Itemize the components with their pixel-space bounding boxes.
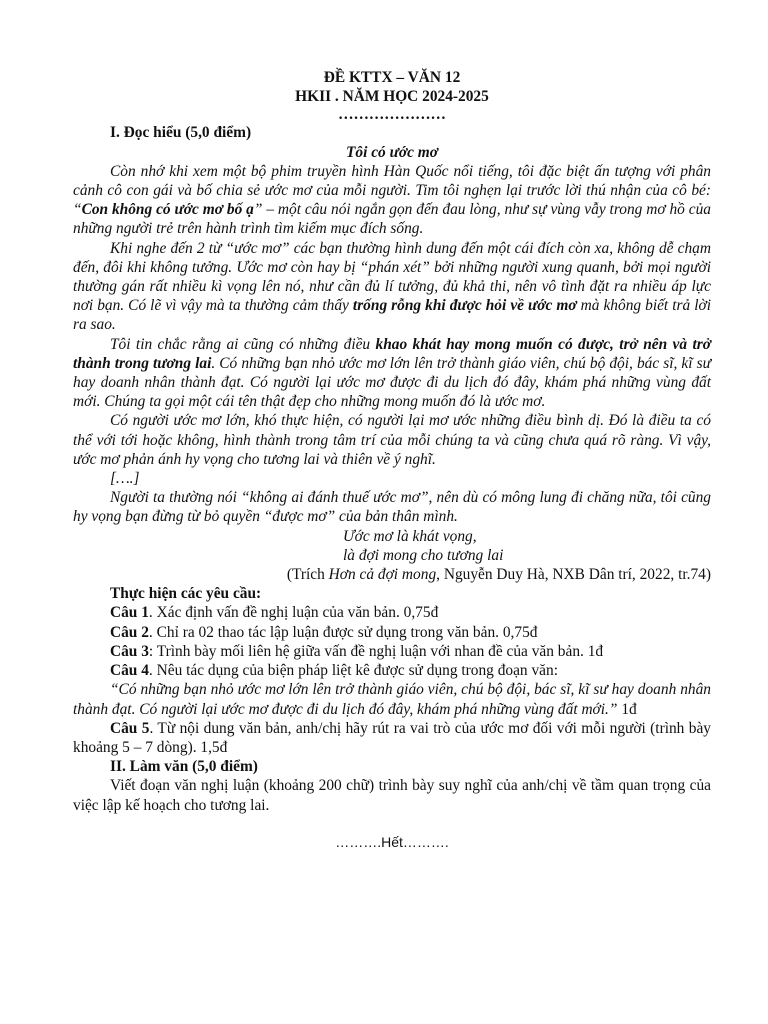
question-label: Câu 1	[110, 604, 149, 622]
poem-line-1: Ước mơ là khát vọng,	[343, 527, 477, 545]
score: 1đ	[617, 700, 637, 718]
passage-source	[73, 565, 711, 584]
passage-paragraph-3	[73, 335, 711, 412]
exam-subtitle: HKII . NĂM HỌC 2024-2025	[295, 88, 489, 106]
passage-ellipsis: [….]	[110, 470, 140, 488]
question-label: Câu 3	[110, 642, 149, 660]
emphasis: khao khát hay mong muốn có được, trở nên và trở thành trong tương lai	[73, 335, 711, 372]
question-4	[73, 661, 711, 680]
book-title: Hơn cả đợi mong	[328, 566, 437, 584]
question-label: Câu 5	[110, 719, 150, 737]
passage-paragraph-2	[73, 239, 711, 335]
question-5	[73, 719, 711, 757]
exam-document	[73, 68, 711, 852]
exam-title: ĐỀ KTTX – VĂN 12	[323, 69, 461, 86]
emphasis: trống rỗng khi được hỏi về ước mơ	[352, 297, 577, 315]
question-text: . Xác định vấn đề nghị luận của văn bản. 0,75đ	[148, 604, 439, 622]
end-marker: ……….Hết……….	[335, 833, 449, 850]
passage-paragraph-6: Người ta thường nói “không ai đánh thuế ước mơ”, nên dù có mông lung đi chăng nữa, tôi cũng hy vọng bạn đừng từ bỏ quyền “được mơ” của bản thân mình.	[73, 489, 711, 526]
question-text: . Từ nội dung văn bản, anh/chị hãy rút ra vai trò của ước mơ đối với mỗi người (trình bày khoảng 5 – 7 dòng). 1,5đ	[73, 719, 711, 756]
passage-paragraph-1	[73, 162, 711, 239]
text: , Nguyễn Duy Hà, NXB Dân trí, 2022, tr.74)	[436, 566, 711, 584]
text: Tôi tin chắc rằng ai cũng có những điều	[110, 335, 376, 353]
question-1	[73, 603, 711, 622]
question-2	[73, 623, 711, 642]
question-3	[73, 642, 711, 661]
part1-heading: I. Đọc hiểu (5,0 điểm)	[110, 124, 252, 142]
question-text: : Trình bày mối liên hệ giữa vấn đề nghị luận với nhan đề của văn bản. 1đ	[148, 642, 604, 660]
text: . Có những bạn nhỏ ước mơ lớn lên trở thành giáo viên, chú bộ đội, bác sĩ, kĩ sư hay doanh nhân thành đạt. Có người lại ước mơ được đi du lịch đó đây, khám phá những vùng đất mới. Chúng ta gọi một cái tên thật đẹp cho những mong muốn đó là ước mơ.	[73, 354, 711, 411]
passage-paragraph-4: Có người ước mơ lớn, khó thực hiện, có người lại mơ ước những điều bình dị. Đó là điều ta có thể với tới hoặc không, hình thành trong tâm trí của mỗi chúng ta và cũng chưa quá rõ ràng. Vì vậy, ước mơ phản ánh hy vọng cho tương lai và thiên về ý nghĩ.	[73, 412, 711, 468]
emphasis: Con không có ước mơ bố ạ	[81, 201, 254, 219]
question-label: Câu 2	[110, 623, 149, 641]
quoted-passage: “Có những bạn nhỏ ước mơ lớn lên trở thành giáo viên, chú bộ đội, bác sĩ, kĩ sư hay doanh nhân thành đạt. Có người lại ước mơ được đi du lịch đó đây, khám phá những vùng đất mới.”	[73, 681, 711, 718]
text: ” – một câu nói ngắn gọn đến đau lòng, như sự vùng vẫy trong mơ hồ của những người trẻ trên hành trình tìm kiếm mục đích sống.	[73, 201, 711, 238]
question-label: Câu 4	[110, 662, 149, 680]
requirements-heading: Thực hiện các yêu cầu:	[110, 585, 262, 603]
text: Khi nghe đến 2 từ “ước mơ” các bạn thường hình dung đến một cái đích còn xa, không dễ chạm đến, đôi khi không tưởng. Ước mơ còn hay bị “phán xét” bởi những người xung quanh, bởi mọi người thường gán rất nhiều kì vọng lên nó, như cần đủ lí tưởng, đủ khả thi, nên vô tình đặt ra nhiều áp lực nơi bạn. Có lẽ vì vậy mà ta thường cảm thấy	[73, 239, 711, 315]
question-text: . Chỉ ra 02 thao tác lập luận được sử dụng trong văn bản. 0,75đ	[148, 623, 538, 641]
part2-heading: II. Làm văn (5,0 điểm)	[110, 758, 258, 776]
poem-line-2: là đợi mong cho tương lai	[343, 546, 504, 564]
text: Còn nhớ khi xem một bộ phim truyền hình Hàn Quốc nổi tiếng, tôi đặc biệt ấn tượng với phân cảnh cô con gái và bố chia sẻ ước mơ của mỗi người. Tim tôi nghẹn lại trước lời thú nhận của cô bé: “	[73, 162, 711, 219]
title-divider: …………………	[338, 106, 446, 124]
text: mà không biết trả lời ra sao.	[73, 297, 711, 334]
text: (Trích	[286, 566, 329, 584]
question-4-quote	[73, 680, 711, 718]
part2-prompt: Viết đoạn văn nghị luận (khoảng 200 chữ) trình bày suy nghĩ của anh/chị về tầm quan trọng của việc lập kế hoạch cho tương lai.	[73, 777, 711, 814]
question-text: . Nêu tác dụng của biện pháp liệt kê được sử dụng trong đoạn văn:	[148, 662, 558, 680]
passage-title: Tôi có ước mơ	[346, 143, 438, 161]
